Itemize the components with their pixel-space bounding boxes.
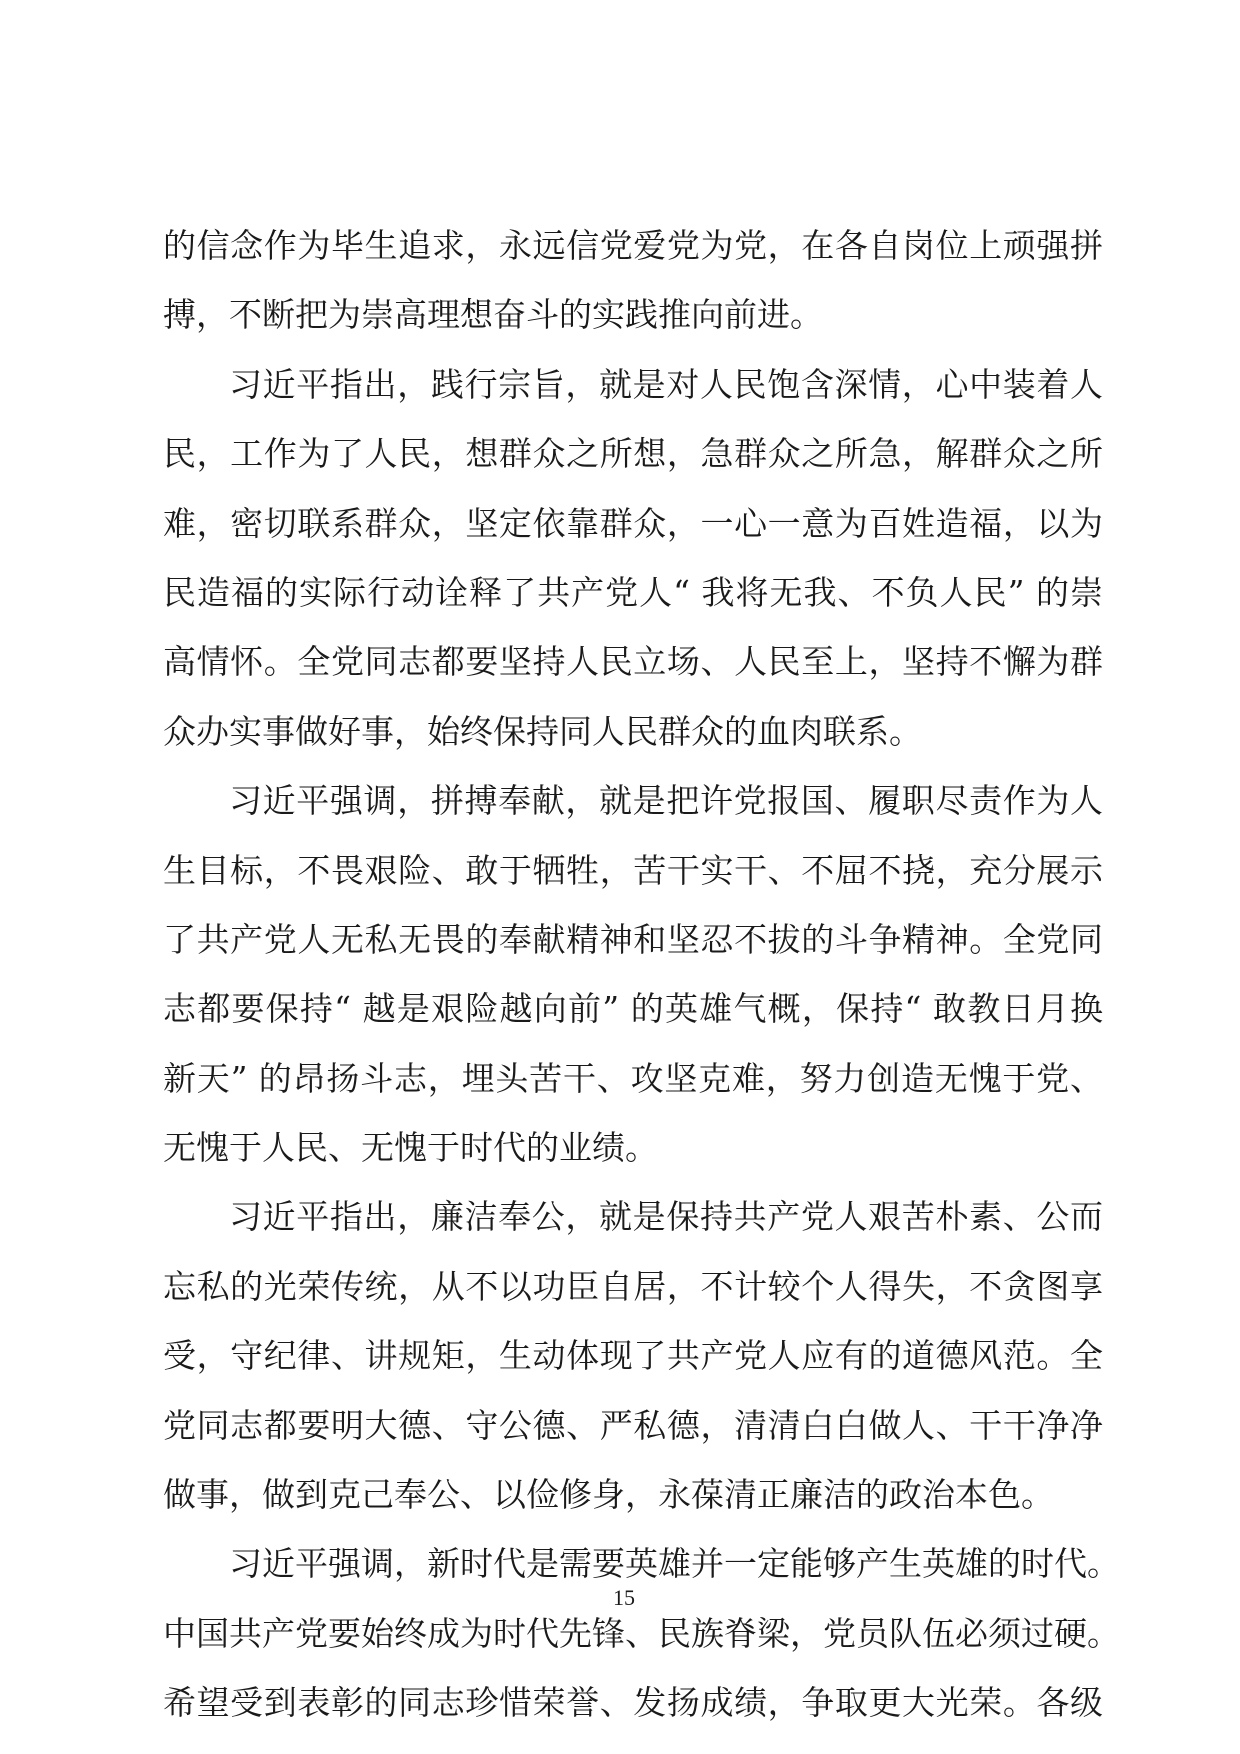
paragraph <box>163 1191 1103 1538</box>
text-line: 志都要保持“ 越是艰险越向前” 的英雄气概，保持“ 敢教日月换 <box>163 989 1103 1029</box>
paragraph <box>163 359 1103 775</box>
text-line: 受，守纪律、讲规矩，生动体现了共产党人应有的道德风范。全 <box>163 1336 1103 1376</box>
text-line: 高情怀。全党同志都要坚持人民立场、人民至上，坚持不懈为群 <box>163 642 1103 682</box>
text-line: 中国共产党要始终成为时代先锋、民族脊梁，党员队伍必须过硬。 <box>163 1613 1120 1653</box>
document-body <box>163 220 1120 1747</box>
text-line: 无愧于人民、无愧于时代的业绩。 <box>163 1128 658 1168</box>
text-line: 忘私的光荣传统，从不以功臣自居，不计较个人得失，不贪图享 <box>163 1266 1103 1306</box>
text-line: 的信念作为毕生追求，永远信党爱党为党，在各自岗位上顽强拼 <box>163 226 1103 265</box>
paragraph <box>163 1538 1120 1746</box>
text-line: 希望受到表彰的同志珍惜荣誉、发扬成绩，争取更大光荣。各级 <box>163 1683 1103 1723</box>
paragraph <box>163 220 1103 359</box>
text-line: 习近平指出，践行宗旨，就是对人民饱含深情，心中装着人 <box>229 364 1103 404</box>
text-line: 生目标，不畏艰险、敢于牺牲，苦干实干、不屈不挠，充分展示 <box>163 850 1103 890</box>
text-line: 民造福的实际行动诠释了共产党人“ 我将无我、不负人民” 的崇 <box>163 572 1103 612</box>
text-line: 习近平指出，廉洁奉公，就是保持共产党人艰苦朴素、公而 <box>229 1197 1103 1237</box>
text-line: 习近平强调，拼搏奉献，就是把许党报国、履职尽责作为人 <box>229 781 1103 821</box>
text-line: 难，密切联系群众，坚定依靠群众，一心一意为百姓造福，以为 <box>163 503 1103 543</box>
text-line: 习近平强调，新时代是需要英雄并一定能够产生英雄的时代。 <box>229 1544 1120 1584</box>
page-number <box>0 1585 1240 1611</box>
paragraph <box>163 775 1103 1191</box>
text-line: 做事，做到克己奉公、以俭修身，永葆清正廉洁的政治本色。 <box>163 1475 1054 1515</box>
text-line: 新天” 的昂扬斗志，埋头苦干、攻坚克难，努力创造无愧于党、 <box>163 1058 1103 1098</box>
text-line: 党同志都要明大德、守公德、严私德，清清白白做人、干干净净 <box>163 1405 1103 1445</box>
text-line: 搏，不断把为崇高理想奋斗的实践推向前进。 <box>163 295 823 335</box>
text-line: 了共产党人无私无畏的奉献精神和坚忍不拔的斗争精神。全党同 <box>163 919 1103 959</box>
text-line: 民，工作为了人民，想群众之所想，急群众之所急，解群众之所 <box>163 434 1103 474</box>
page-number-text: 15 <box>613 1585 635 1610</box>
text-line: 众办实事做好事，始终保持同人民群众的血肉联系。 <box>163 711 922 751</box>
